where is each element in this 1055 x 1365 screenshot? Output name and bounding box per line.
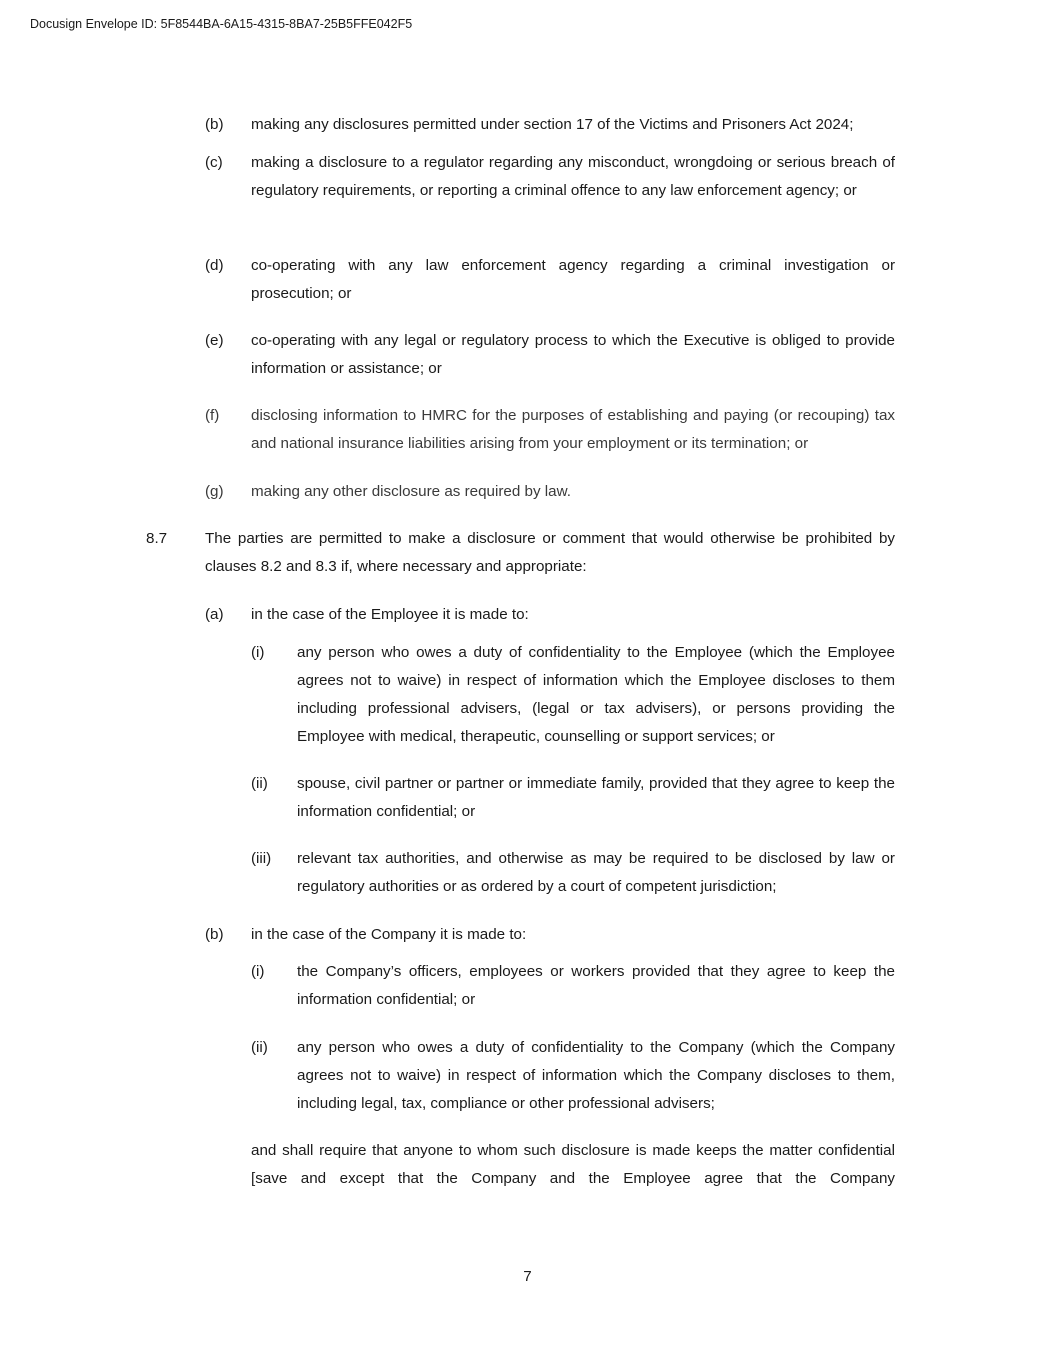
- clause-text: making a disclosure to a regulator regarding any misconduct, wrongdoing or serious breach of regulatory requirements, or reporting a criminal offence to any law enforcement agency; or: [251, 154, 895, 199]
- clause-8-7-a-iii: [251, 845, 895, 901]
- clause-8-7-a-ii: [251, 770, 895, 826]
- clause-text: spouse, civil partner or partner or immediate family, provided that they agree to keep the information confidential; or: [297, 775, 895, 820]
- clause-label: (i): [251, 963, 265, 980]
- clause-text: in the case of the Company it is made to:: [251, 926, 527, 943]
- clause-label: (b): [205, 116, 224, 133]
- clause-item-d: [205, 252, 895, 308]
- clause-text: The parties are permitted to make a disclosure or comment that would otherwise be prohibited by clauses 8.2 and 8.3 if, where necessary and appropriate:: [205, 530, 895, 575]
- closing-text: and shall require that anyone to whom such disclosure is made keeps the matter confidential [save and except that the Company and the Employee agree that the Company: [251, 1142, 895, 1187]
- clause-label: (ii): [251, 1039, 268, 1056]
- clause-item-e: [205, 327, 895, 383]
- clause-8-7-a-i: [251, 639, 895, 751]
- clause-text: co-operating with any legal or regulatory process to which the Executive is obliged to provide information or assistance; or: [251, 332, 895, 377]
- clause-text: relevant tax authorities, and otherwise as may be required to be disclosed by law or regulatory authorities or as ordered by a court of competent jurisdiction;: [297, 850, 895, 895]
- clause-text: in the case of the Employee it is made to:: [251, 606, 529, 623]
- clause-item-f: [205, 402, 895, 458]
- clause-label: (c): [205, 154, 223, 171]
- clause-8-7-a: [205, 601, 895, 629]
- clause-8-7-b-ii: [251, 1034, 895, 1118]
- clause-text: any person who owes a duty of confidentiality to the Company (which the Company agrees not to waive) in respect of information which the Company discloses to them, including legal, tax, compliance or other professional advisers;: [297, 1039, 895, 1112]
- clause-text: the Company’s officers, employees or workers provided that they agree to keep the information confidential; or: [297, 963, 895, 1008]
- clause-label: (e): [205, 332, 224, 349]
- clause-item-g: [205, 478, 895, 506]
- clause-text: co-operating with any law enforcement agency regarding a criminal investigation or prosecution; or: [251, 257, 895, 302]
- clause-8-7-b-i: [251, 958, 895, 1014]
- clause-label: (b): [205, 926, 224, 943]
- clause-label: (i): [251, 644, 265, 661]
- clause-text: making any other disclosure as required by law.: [251, 483, 571, 500]
- clause-label: (iii): [251, 850, 272, 867]
- clause-label: (a): [205, 606, 224, 623]
- clause-8-7-b: [205, 921, 895, 949]
- clause-label: (d): [205, 257, 224, 274]
- clause-item-c: [205, 149, 895, 233]
- clause-item-b: [205, 111, 895, 139]
- clause-text: making any disclosures permitted under section 17 of the Victims and Prisoners Act 2024;: [251, 116, 854, 133]
- clause-text: disclosing information to HMRC for the purposes of establishing and paying (or recouping) tax and national insurance liabilities arising from your employment or its termination; or: [251, 407, 895, 452]
- clause-label: (g): [205, 483, 224, 500]
- clause-label: (f): [205, 407, 220, 424]
- clause-label: (ii): [251, 775, 268, 792]
- clause-number: 8.7: [146, 530, 168, 547]
- closing-paragraph: [251, 1137, 895, 1193]
- clause-8-7: [146, 525, 895, 581]
- docusign-envelope-id: Docusign Envelope ID: 5F8544BA-6A15-4315-8BA7-25B5FFE042F5: [30, 17, 413, 31]
- page-number: 7: [523, 1268, 532, 1285]
- clause-text: any person who owes a duty of confidentiality to the Employee (which the Employee agrees not to waive) in respect of information which the Employee discloses to them including professional advisers, (legal or tax advisers), or persons providing the Employee with medical, therapeutic, counselling or support services; or: [297, 644, 895, 745]
